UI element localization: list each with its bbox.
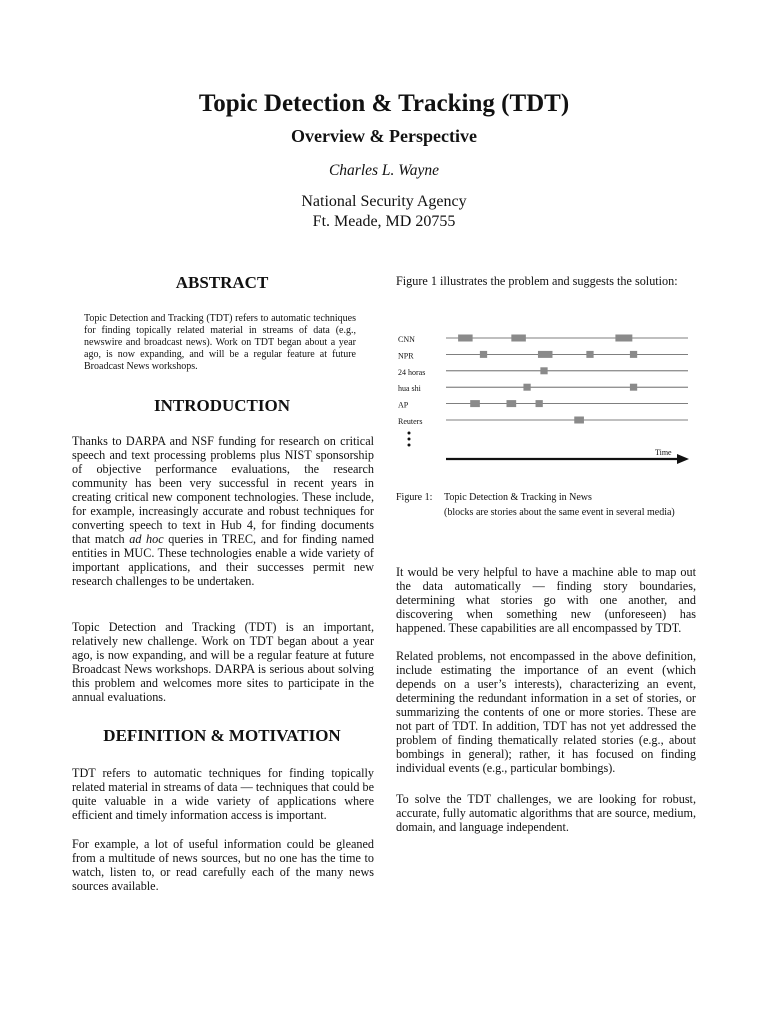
author-name: Charles L. Wayne [328, 162, 440, 179]
right-paragraph-1: It would be very helpful to have a machine able to map out the data automatically — finding story boundaries, determining what stories go with one another, and discovering when something new (unforeseen) has happened. These capabilities are all encompassed by TDT. [396, 565, 696, 635]
figure-1-diagram [392, 325, 692, 470]
story-block [574, 417, 584, 424]
time-arrow-head [677, 454, 689, 464]
channel-label: AP [398, 400, 409, 410]
intro-italic-term: ad hoc [129, 532, 164, 546]
figure-label: Figure 1: [396, 492, 433, 503]
figure-intro-text: Figure 1 illustrates the problem and suggests the solution: [396, 274, 678, 288]
story-block [586, 351, 593, 358]
ellipsis-dot [408, 438, 411, 441]
story-block [511, 335, 526, 342]
affiliation-org: National Security Agency [301, 193, 467, 210]
abstract-heading: ABSTRACT [175, 273, 269, 292]
story-block [630, 384, 637, 391]
introduction-heading: INTRODUCTION [153, 396, 291, 415]
channel-label: CNN [398, 335, 415, 344]
story-block [507, 400, 517, 407]
story-block [480, 351, 487, 358]
right-paragraph-3: To solve the TDT challenges, we are looking for robust, accurate, fully automatic algorithms that are source, medium, domain, and language independent. [396, 792, 696, 834]
story-block [536, 400, 543, 407]
story-block [615, 335, 632, 342]
channel-label: Reuters [398, 417, 423, 426]
ellipsis-dot [408, 432, 411, 435]
figure-caption-note: (blocks are stories about the same event in several media) [444, 507, 675, 518]
channel-label: NPR [398, 351, 414, 361]
story-block [470, 400, 480, 407]
intro-text-before-italic: Thanks to DARPA and NSF funding for research on critical speech and text processing problems plus NIST sponsorship of objective performance evaluations, the research community has been very successful in recent years in creating critical new component technologies. These include, for example, increasingly accurate and robust techniques for converting speech to text in Hub 4, for finding documents that match [72, 434, 374, 546]
intro-text-after-italic: queries in TREC, and for finding named entities in MUC. These technologies enable a wide variety of important applications, and their successes permit new research challenges to be undertaken. [72, 532, 374, 588]
story-block [630, 351, 637, 358]
right-paragraph-2: Related problems, not encompassed in the above definition, include estimating the importance of an event (which depends on a user’s interests), characterizing an event, determining the redundant information in a set of stories, or summarizing the contents of one or more stories. These are not part of TDT. In addition, TDT has not yet addressed the problem of finding thematically related stories (e.g., about bombings in general); rather, it has focused on finding individual events (e.g., particular bombings). [396, 649, 696, 775]
paper-title: Topic Detection & Tracking (TDT) [198, 90, 570, 117]
ellipsis-dot [408, 444, 411, 447]
introduction-paragraph-1 [72, 434, 374, 588]
definition-heading: DEFINITION & MOTIVATION [103, 726, 341, 745]
definition-paragraph-2: For example, a lot of useful information could be gleaned from a multitude of news sources, but no one has the time to watch, listen to, or read carefully each of the many news sources available. [72, 837, 374, 893]
story-block [523, 384, 530, 391]
story-block [540, 367, 547, 374]
channel-label: 24 horas [398, 367, 426, 377]
introduction-paragraph-2: Topic Detection and Tracking (TDT) is an important, relatively new challenge. Work on TDT began about a year ago, is now expanding, and will be a regular feature at future Broadcast News workshops. DARPA is serious about solving this problem and welcomes more sites to participate in the annual evaluations. [72, 620, 374, 704]
definition-paragraph-1: TDT refers to automatic techniques for finding topically related material in streams of data — techniques that could be quite valuable in a wide variety of applications where efficient and timely information access is important. [72, 766, 374, 822]
figure-caption-title: Topic Detection & Tracking in News [444, 492, 592, 503]
channel-label: hua shi [398, 384, 421, 394]
affiliation-location: Ft. Meade, MD 20755 [312, 213, 456, 230]
abstract-text: Topic Detection and Tracking (TDT) refers to automatic techniques for finding topically related material in streams of data (e.g., newswire and broadcast news). Work on TDT began about a year ago, is now expanding, and will be a regular feature at future Broadcast News workshops. [84, 313, 356, 372]
paper-subtitle: Overview & Perspective [291, 126, 477, 146]
time-axis-label: Time [655, 448, 672, 457]
story-block [538, 351, 553, 358]
story-block [458, 335, 473, 342]
